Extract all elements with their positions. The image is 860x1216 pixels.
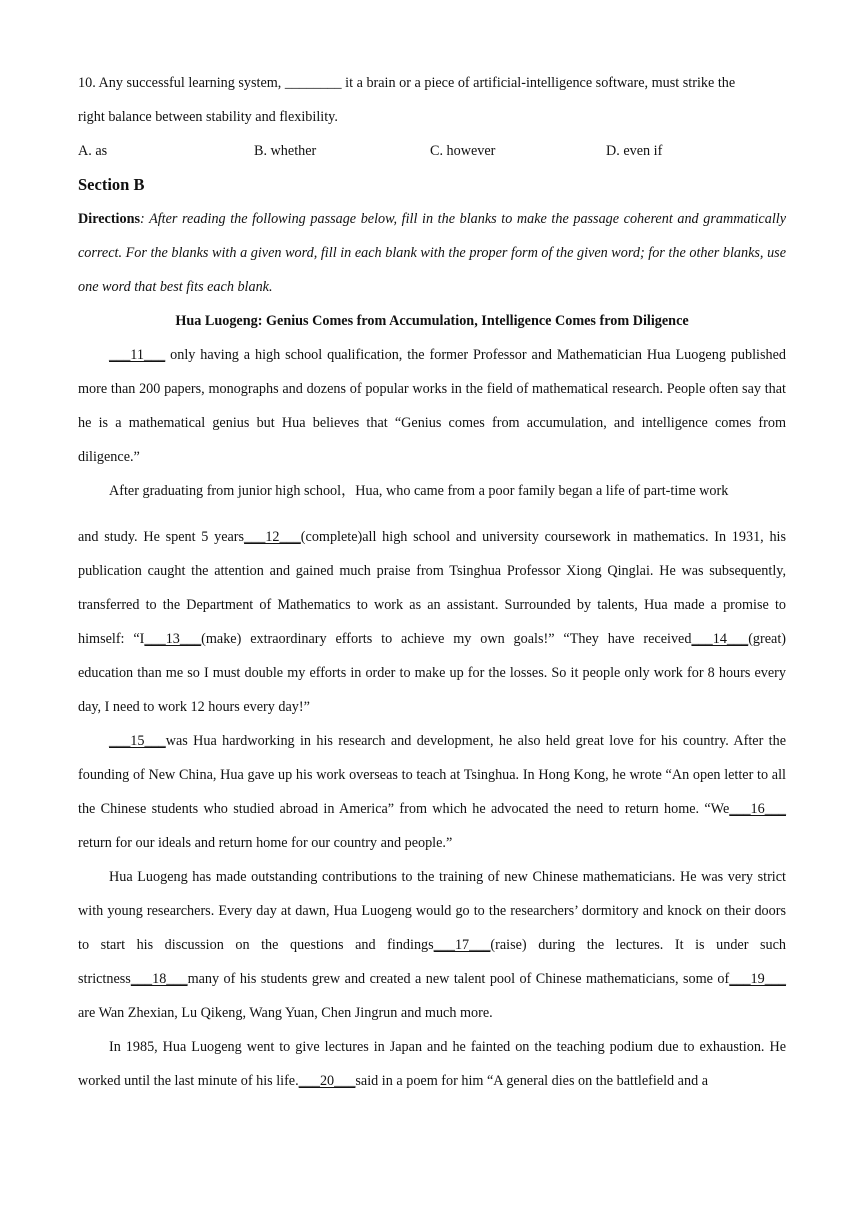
passage-text: Hua Luogeng has made outstanding contributions to the training of new Chinese mathematicians. He was very strict with young researchers. Every day at dawn, Hua Luogeng would go to the researchers’ dormitory and knock on their doors to start his discussion on the questions and findings [78, 869, 786, 953]
paragraph-1 [78, 338, 786, 474]
passage-text: In 1985, Hua Luogeng went to give lectures in Japan and he fainted on the teaching podium due to exhaustion. He worked until the last minute of his life. [78, 1039, 786, 1089]
option-c: C. however [430, 143, 496, 159]
question-10-options [78, 134, 786, 168]
passage-text: only having a high school qualification, the former Professor and Mathematician Hua Luogeng published more than 200 papers, monographs and dozens of popular works in the field of mathematical research. People often say that he is a mathematical genius but Hua believes that “Genius comes from accumulation, and intelligence comes from diligence.” [78, 347, 786, 465]
paragraph-2-line-1: After graduating from junior high school，Hua, who came from a poor family began a life of part-time work [109, 483, 729, 499]
answer-blank: ___17___ [433, 937, 491, 953]
directions-text: : After reading the following passage below, fill in the blanks to make the passage coherent and grammatically correct. For the blanks with a given word, fill in each blank with the proper form of the given word; for the other blanks, use one word that best fits each blank. [78, 211, 786, 295]
paragraph-4 [78, 860, 786, 1030]
directions-label: Directions [78, 211, 140, 227]
section-b-title: Section B [78, 175, 145, 194]
answer-blank: ___16___ [729, 801, 786, 817]
directions [78, 202, 786, 304]
question-10-stem [78, 66, 786, 134]
paragraph-3 [78, 724, 786, 860]
paragraph-2 [78, 520, 786, 724]
passage-text: many of his students grew and created a new talent pool of Chinese mathematicians, some of [187, 971, 730, 987]
passage-text: (great) education than me so I must double my efforts in order to make up for the losses. So it people only work for 8 hours every day, I need to work 12 hours every day!” [78, 631, 786, 715]
answer-blank: ___15___ [109, 733, 166, 749]
question-10-line-1: 10. Any successful learning system, ________ it a brain or a piece of artificial-intelligence software, must strike the [78, 75, 736, 91]
answer-blank: ___14___ [691, 631, 749, 647]
option-b: B. whether [254, 143, 317, 159]
passage-text: (make) extraordinary efforts to achieve my own goals!” “They have received [201, 631, 692, 647]
answer-blank: ___11___ [109, 347, 166, 363]
option-d: D. even if [606, 143, 663, 159]
passage-text: said in a poem for him “A general dies on the battlefield and a [355, 1073, 709, 1089]
passage-title: Hua Luogeng: Genius Comes from Accumulation, Intelligence Comes from Diligence [175, 313, 689, 329]
answer-blank: ___20___ [298, 1073, 356, 1089]
answer-blank: ___18___ [130, 971, 188, 987]
passage-text: (complete)all high school and university coursework in mathematics. In 1931, his publication caught the attention and gained much praise from Tsinghua Professor Xiong Qinglai. He was subsequently, transferred to the Department of Mathematics to work as an assistant. Surrounded by talents, Hua made a promise to himself: “I [78, 529, 787, 647]
paragraph-5 [78, 1030, 786, 1098]
passage-text: was Hua hardworking in his research and development, he also held great love for his country. After the founding of New China, Hua gave up his work overseas to teach at Tsinghua. In Hong Kong, he wrote “An open letter to all the Chinese students who studied abroad in America” from which he advocated the need to return home. “We [78, 733, 786, 817]
passage-text: (raise) during the lectures. It is under such strictness [78, 937, 786, 987]
option-a: A. as [78, 143, 108, 159]
document-content [78, 66, 786, 1098]
answer-blank: ___19___ [729, 971, 786, 987]
passage-text: return for our ideals and return home for our country and people.” [78, 835, 453, 851]
answer-blank: ___13___ [144, 631, 202, 647]
answer-blank: ___12___ [244, 529, 301, 545]
passage-text: are Wan Zhexian, Lu Qikeng, Wang Yuan, Chen Jingrun and much more. [78, 1005, 493, 1021]
question-10-line-2: right balance between stability and flexibility. [78, 109, 338, 125]
passage-text: and study. He spent 5 years [78, 529, 245, 545]
